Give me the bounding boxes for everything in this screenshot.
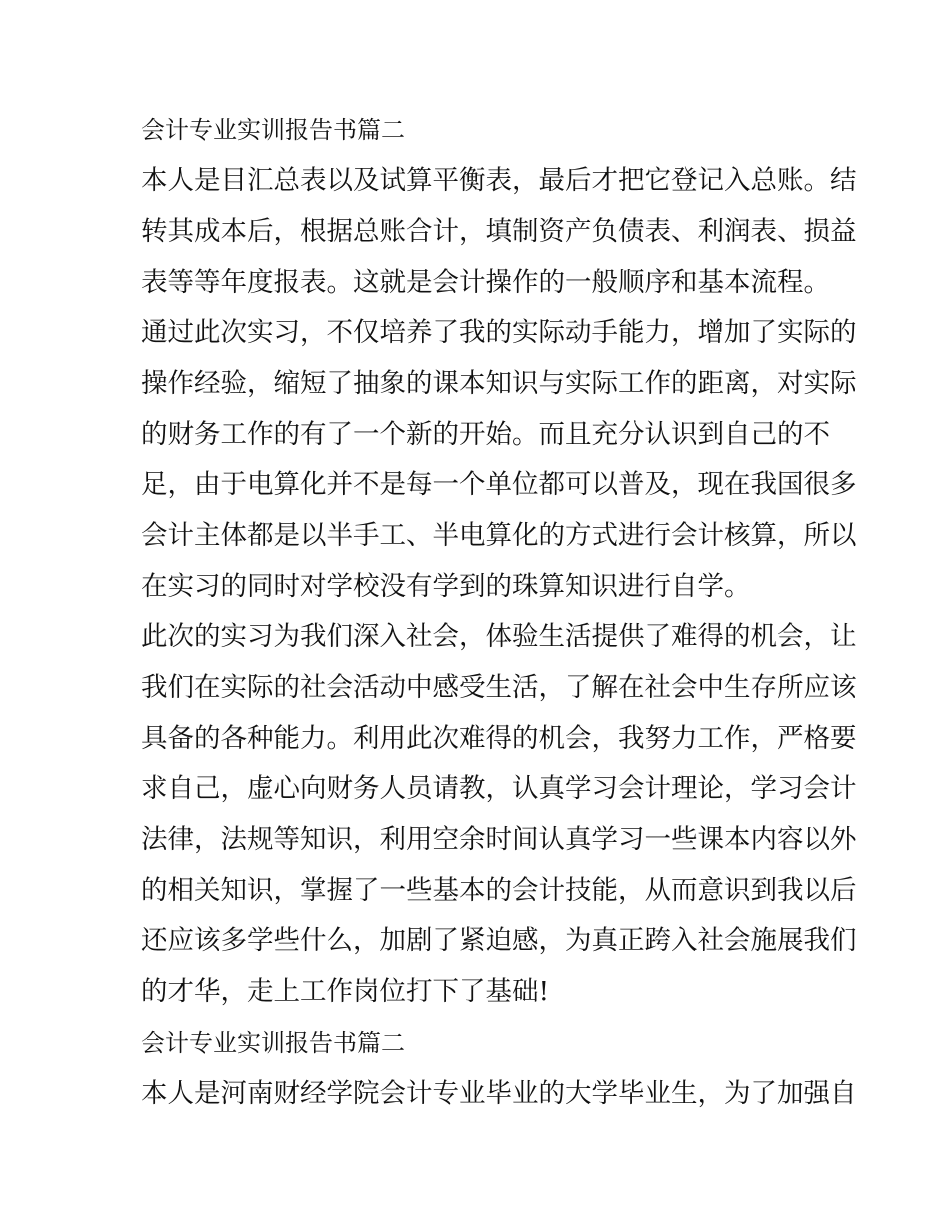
paragraph-line: 具备的各种能力。利用此次难得的机会，我努力工作，严格要 bbox=[141, 723, 857, 754]
paragraph-line: 的财务工作的有了一个新的开始。而且充分认识到自己的不 bbox=[141, 419, 830, 450]
paragraph-line: 法律，法规等知识，利用空余时间认真学习一些课本内容以外 bbox=[141, 824, 857, 855]
paragraph-line: 表等等年度报表。这就是会计操作的一般顺序和基本流程。 bbox=[141, 267, 830, 298]
paragraph-line: 操作经验，缩短了抽象的课本知识与实际工作的距离，对实际 bbox=[141, 368, 857, 399]
paragraph-line: 此次的实习为我们深入社会，体验生活提供了难得的机会，让 bbox=[141, 621, 857, 652]
paragraph-line: 本人是河南财经学院会计专业毕业的大学毕业生，为了加强自 bbox=[141, 1078, 857, 1109]
paragraph-line: 在实习的同时对学校没有学到的珠算知识进行自学。 bbox=[141, 571, 751, 602]
paragraph-line: 的才华，走上工作岗位打下了基础! bbox=[141, 976, 550, 1007]
paragraph-line: 通过此次实习，不仅培养了我的实际动手能力，增加了实际的 bbox=[141, 317, 857, 348]
paragraph-line: 转其成本后，根据总账合计，填制资产负债表、利润表、损益 bbox=[141, 216, 857, 247]
paragraph-line: 足，由于电算化并不是每一个单位都可以普及，现在我国很多 bbox=[141, 469, 857, 500]
section-title: 会计专业实训报告书篇二 bbox=[141, 1029, 405, 1057]
paragraph-line: 会计主体都是以半手工、半电算化的方式进行会计核算，所以 bbox=[141, 520, 857, 551]
paragraph-line: 本人是目汇总表以及试算平衡表，最后才把它登记入总账。结 bbox=[141, 165, 857, 196]
paragraph-line: 的相关知识，掌握了一些基本的会计技能，从而意识到我以后 bbox=[141, 875, 857, 906]
paragraph-line: 我们在实际的社会活动中感受生活，了解在社会中生存所应该 bbox=[141, 672, 857, 703]
paragraph-line: 还应该多学些什么，加剧了紧迫感，为真正跨入社会施展我们 bbox=[141, 925, 857, 956]
section-title: 会计专业实训报告书篇二 bbox=[141, 116, 405, 144]
paragraph-line: 求自己，虚心向财务人员请教，认真学习会计理论，学习会计 bbox=[141, 773, 857, 804]
